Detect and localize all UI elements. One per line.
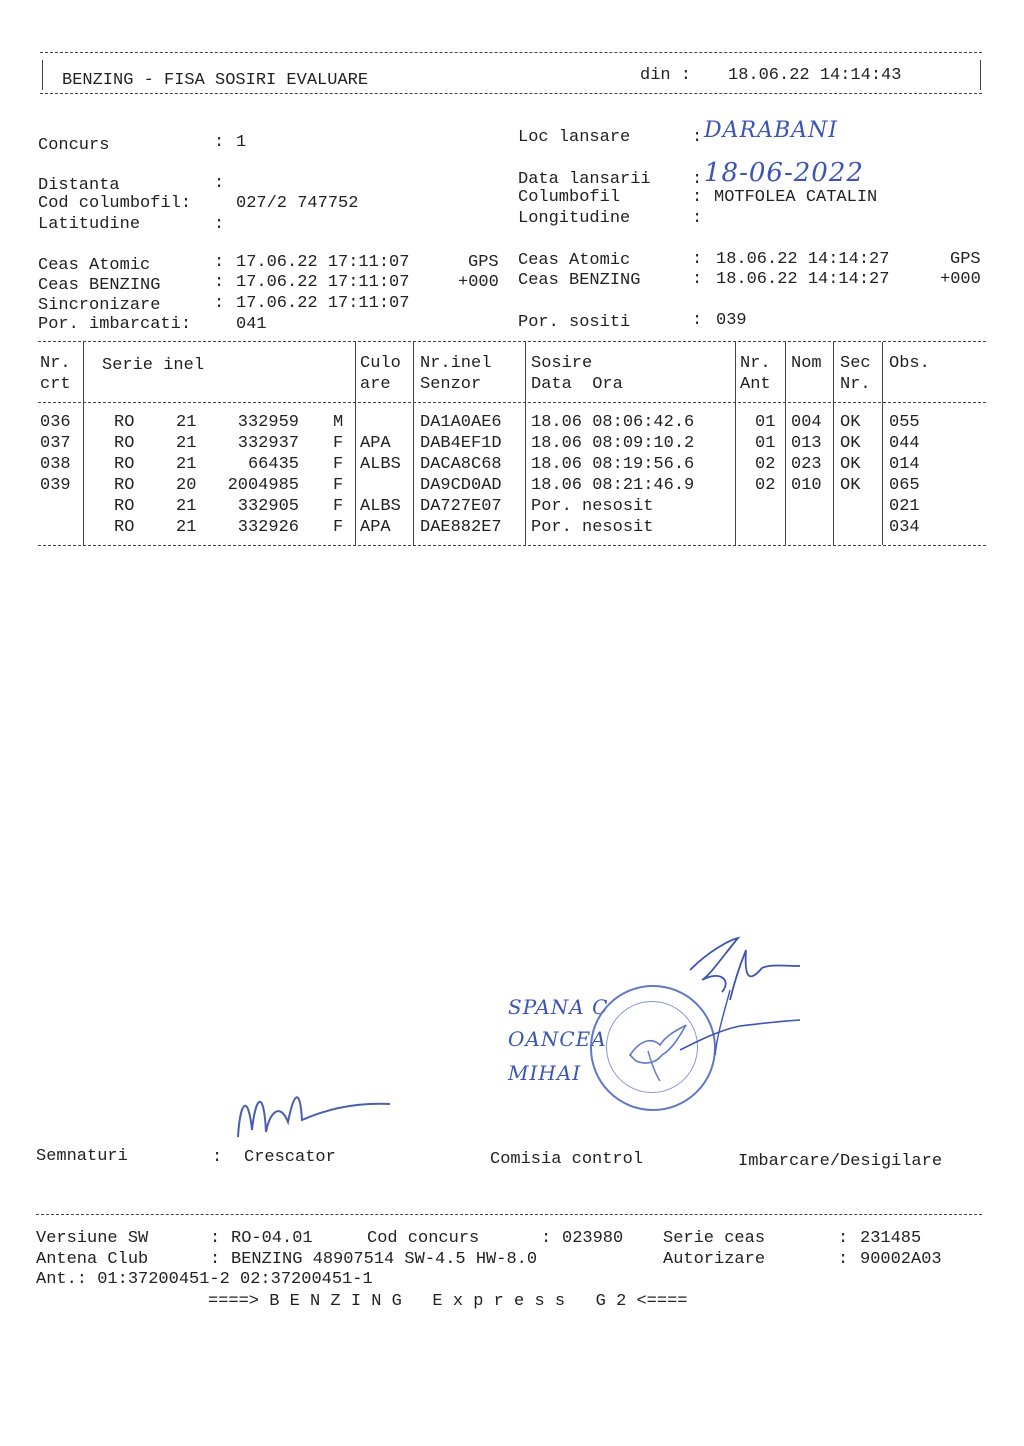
cell-nr: 037 [40,434,71,453]
cod-columbofil-value: 027/2 747752 [236,194,359,213]
col-divider-8 [882,342,883,545]
header-nrinel: Nr.inel [420,354,492,373]
signature-scribble-icon [230,1082,400,1142]
header-data-ora: Data Ora [531,375,623,394]
cell-culoare: APA [360,518,391,537]
cell-an: 21 [176,455,197,474]
ceas-atomic-left-value: 17.06.22 17:11:07 [236,253,410,272]
cell-sosire: 18.06 08:21:46.9 [531,476,695,495]
imbarcare-label: Imbarcare/Desigilare [738,1152,943,1171]
cell-obs: 055 [889,413,920,432]
ceas-atomic-left-label: Ceas Atomic [38,256,151,275]
cell-tara: RO [114,413,135,432]
table-header-divider [38,402,986,403]
header-sec-nr: Nr. [840,375,871,394]
imbarcati-label: Por. imbarcati: [38,315,192,334]
cell-senzor: DAE882E7 [420,518,502,537]
cell-obs: 065 [889,476,920,495]
cod-columbofil-label: Cod columbofil: [38,194,192,213]
cell-ant: 02 [755,476,776,495]
cell-nr: 038 [40,455,71,474]
cod-concurs-label: Cod concurs [367,1229,480,1248]
cell-tara: RO [114,497,135,516]
serie-ceas-colon: : [838,1229,849,1248]
express-line: ====> B E N Z I N G E x p r e s s G 2 <==== [208,1292,688,1311]
header-ant: Ant [740,375,771,394]
header-are: are [360,375,391,394]
header-culo: Culo [360,354,401,373]
cell-ant: 02 [755,455,776,474]
commission-name-3: MIHAI [508,1061,582,1085]
cell-sec: OK [840,476,861,495]
cell-senzor: DACA8C68 [420,455,502,474]
cell-tara: RO [114,476,135,495]
table-bottom-border [38,545,986,546]
col-divider-6 [785,342,786,545]
crescator-label: Crescator [244,1148,336,1167]
sositi-label: Por. sositi [518,313,631,332]
din-value: 18.06.22 14:14:43 [728,66,902,85]
cell-sosire: Por. nesosit [531,497,654,516]
cell-nr: 036 [40,413,71,432]
cell-culoare: ALBS [360,497,401,516]
cell-nom: 004 [791,413,822,432]
header-left-border [42,60,43,90]
sincronizare-colon: : [214,294,225,313]
cell-nr: 039 [40,476,71,495]
columbofil-colon: : [692,188,703,207]
latitudine-colon: : [214,215,225,234]
commission-name-1: SPANA C [508,995,609,1019]
ceas-benzing-right-suffix: +000 [940,270,981,289]
ceas-atomic-right-label: Ceas Atomic [518,251,631,270]
cell-senzor: DAB4EF1D [420,434,502,453]
ceas-benzing-left-value: 17.06.22 17:11:07 [236,273,410,292]
header-sec: Sec [840,354,871,373]
versiune-label: Versiune SW [36,1229,149,1248]
col-divider-7 [833,342,834,545]
data-lansarii-value: 18-06-2022 [704,158,864,188]
cell-an: 21 [176,497,197,516]
loc-lansare-value: DARABANI [704,118,838,143]
cell-an: 21 [176,413,197,432]
antena-label: Antena Club [36,1250,149,1269]
cell-serie: 332905 [237,497,299,516]
col-divider-1 [83,342,84,545]
cell-sosire: 18.06 08:06:42.6 [531,413,695,432]
cell-obs: 014 [889,455,920,474]
col-divider-2 [355,342,356,545]
cell-sosire: 18.06 08:19:56.6 [531,455,695,474]
ceas-atomic-right-suffix: GPS [950,250,981,269]
longitudine-label: Longitudine [518,209,631,228]
autorizare-colon: : [838,1250,849,1269]
cell-serie: 332937 [237,434,299,453]
antena-colon: : [210,1250,221,1269]
cell-sosire: Por. nesosit [531,518,654,537]
cell-serie: 332959 [237,413,299,432]
ceas-atomic-right-colon: : [692,250,703,269]
semnaturi-colon: : [212,1148,223,1167]
din-label: din : [640,66,692,85]
header-nr-ant: Nr. [740,354,771,373]
cell-serie: 66435 [247,455,299,474]
autorizare-label: Autorizare [663,1250,766,1269]
cell-nom: 013 [791,434,822,453]
header-top-border [40,52,982,53]
cell-ant: 01 [755,434,776,453]
header-sosire: Sosire [531,354,593,373]
cell-senzor: DA1A0AE6 [420,413,502,432]
concurs-colon: : [214,133,225,152]
latitudine-label: Latitudine [38,215,141,234]
cell-sex: F [333,455,344,474]
cell-serie: 332926 [237,518,299,537]
data-lansarii-label: Data lansarii [518,170,651,189]
header-senzor: Senzor [420,375,482,394]
ceas-atomic-left-suffix: GPS [468,253,499,272]
sincronizare-value: 17.06.22 17:11:07 [236,294,410,313]
ceas-benzing-left-colon: : [214,273,225,292]
ceas-atomic-left-colon: : [214,253,225,272]
cod-concurs-colon: : [541,1229,552,1248]
header-right-border [980,60,981,90]
cod-concurs-value: 023980 [562,1229,624,1248]
page-title: BENZING - FISA SOSIRI EVALUARE [62,71,369,90]
imbarcati-value: 041 [236,315,267,334]
antena-value: BENZING 48907514 SW-4.5 HW-8.0 [231,1250,538,1269]
col-divider-4 [525,342,526,545]
cell-obs: 044 [889,434,920,453]
longitudine-colon: : [692,209,703,228]
cell-nom: 010 [791,476,822,495]
header-obs: Obs. [889,354,930,373]
cell-sec: OK [840,455,861,474]
cell-sosire: 18.06 08:09:10.2 [531,434,695,453]
cell-ant: 01 [755,413,776,432]
cell-serie: 2004985 [227,476,299,495]
col-divider-5 [735,342,736,545]
ceas-benzing-left-label: Ceas BENZING [38,276,161,295]
loc-lansare-colon: : [692,128,703,147]
cell-sex: F [333,476,344,495]
distanta-colon: : [214,174,225,193]
cell-sex: F [333,518,344,537]
autorizare-value: 90002A03 [860,1250,942,1269]
cell-tara: RO [114,455,135,474]
cell-obs: 034 [889,518,920,537]
header-bottom-border [40,93,982,94]
header-crt: crt [40,375,71,394]
sositi-value: 039 [716,311,747,330]
cell-an: 20 [176,476,197,495]
cell-culoare: APA [360,434,391,453]
cell-sec: OK [840,413,861,432]
distanta-label: Distanta [38,176,120,195]
commission-signature-icon [670,930,810,1080]
footer-divider [36,1214,982,1215]
comisia-label: Comisia control [490,1150,644,1169]
ceas-benzing-right-colon: : [692,270,703,289]
col-divider-3 [413,342,414,545]
semnaturi-label: Semnaturi [36,1147,128,1166]
ceas-atomic-right-value: 18.06.22 14:14:27 [716,250,890,269]
cell-sex: F [333,434,344,453]
ant-line: Ant.: 01:37200451-2 02:37200451-1 [36,1270,373,1289]
loc-lansare-label: Loc lansare [518,128,631,147]
versiune-colon: : [210,1229,221,1248]
table-top-border [38,341,986,342]
commission-name-2: OANCEA [508,1027,607,1051]
cell-senzor: DA9CD0AD [420,476,502,495]
sincronizare-label: Sincronizare [38,296,161,315]
cell-tara: RO [114,518,135,537]
columbofil-label: Columbofil [518,188,621,207]
data-lansarii-colon: : [692,170,703,189]
cell-sec: OK [840,434,861,453]
header-nr: Nr. [40,354,71,373]
cell-an: 21 [176,434,197,453]
cell-nom: 023 [791,455,822,474]
ceas-benzing-left-suffix: +000 [458,273,499,292]
cell-senzor: DA727E07 [420,497,502,516]
cell-culoare: ALBS [360,455,401,474]
cell-an: 21 [176,518,197,537]
cell-tara: RO [114,434,135,453]
ceas-benzing-right-value: 18.06.22 14:14:27 [716,270,890,289]
concurs-value: 1 [236,133,247,152]
serie-ceas-label: Serie ceas [663,1229,766,1248]
cell-sex: F [333,497,344,516]
cell-sex: M [333,413,344,432]
concurs-label: Concurs [38,136,110,155]
cod-columbofil-label-text: Cod columbofil [38,194,181,213]
columbofil-value: MOTFOLEA CATALIN [714,188,878,207]
serie-ceas-value: 231485 [860,1229,922,1248]
cell-obs: 021 [889,497,920,516]
header-serie: Serie inel [102,356,205,375]
sositi-colon: : [692,311,703,330]
header-nom: Nom [791,354,822,373]
versiune-value: RO-04.01 [231,1229,313,1248]
ceas-benzing-right-label: Ceas BENZING [518,271,641,290]
